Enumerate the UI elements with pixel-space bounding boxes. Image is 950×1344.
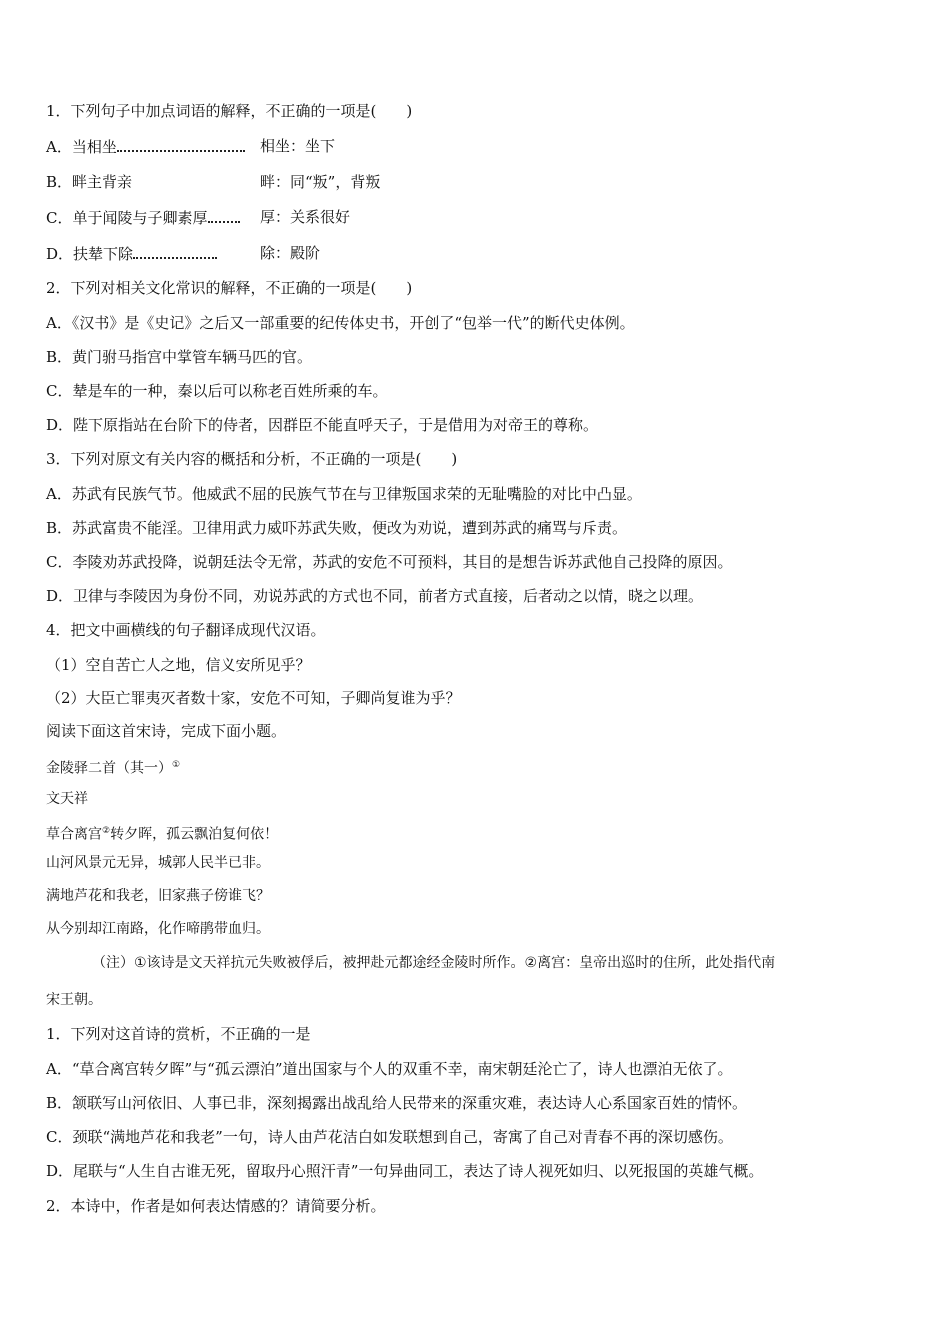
q2-option-a: A．《汉书》是《史记》之后又一部重要的纪传体史书，开创了“包举一代”的断代史体例。 bbox=[46, 314, 635, 332]
q3-option-a: A．苏武有民族气节。他威武不屈的民族气节在与卫律叛国求荣的无耻嘴脸的对比中凸显。 bbox=[46, 485, 642, 503]
q1-option-c bbox=[46, 207, 546, 228]
q1-option-c-text: 单于闻陵与子卿素厚 bbox=[72, 209, 208, 227]
q1-option-d-label: D． bbox=[46, 245, 74, 263]
poem-line-4: 从今别却江南路，化作啼鹃带血归。 bbox=[46, 921, 270, 937]
q1-option-a-gloss: 相坐：坐下 bbox=[260, 137, 336, 155]
q2-option-c: C．辇是车的一种，秦以后可以称老百姓所乘的车。 bbox=[46, 382, 388, 400]
q1-option-d-gloss: 除：殿阶 bbox=[260, 244, 321, 262]
q3-option-d: D．卫律与李陵因为身份不同，劝说苏武的方式也不同，前者方式直接，后者动之以情，晓之以理。 bbox=[46, 587, 704, 605]
q1-option-c-label: C． bbox=[46, 209, 73, 227]
q4-stem: 4．把文中画横线的句子翻译成现代汉语。 bbox=[46, 621, 326, 639]
pq1-option-b: B．颔联写山河依旧、人事已非，深刻揭露出战乱给人民带来的深重灾难，表达诗人心系国家百姓的情怀。 bbox=[46, 1094, 748, 1112]
poem-title bbox=[46, 755, 180, 779]
q1-option-b-label: B． bbox=[46, 173, 73, 191]
q2-option-d: D．陛下原指站在台阶下的侍者，因群臣不能直呼天子，于是借用为对帝王的尊称。 bbox=[46, 416, 599, 434]
q4-item-1: （1）空自苦亡人之地，信义安所见乎？ bbox=[46, 656, 311, 674]
pq1-option-a: A．“草合离宫转夕晖”与“孤云漂泊”道出国家与个人的双重不幸，南宋朝廷沦亡了，诗人也漂泊无依了。 bbox=[46, 1060, 733, 1078]
pq1-stem-suffix: 是 bbox=[295, 1025, 311, 1043]
q1-option-a-label: A． bbox=[46, 138, 72, 156]
q3-stem: 3．下列对原文有关内容的概括和分析，不正确的一项是( ) bbox=[46, 450, 458, 468]
pq1-stem bbox=[46, 1024, 311, 1044]
q1-option-a bbox=[46, 136, 546, 157]
emphasis-dots bbox=[117, 136, 245, 152]
poem-author: 文天祥 bbox=[46, 791, 88, 807]
q1-stem: 1．下列句子中加点词语的解释，不正确的一项是( ) bbox=[46, 102, 413, 120]
poem-line-1-a: 草合离宫 bbox=[46, 826, 102, 843]
footnote-mark: ② bbox=[102, 826, 111, 836]
q1-option-d bbox=[46, 243, 546, 264]
q1-option-d-text: 扶辇下除 bbox=[73, 245, 134, 263]
q1-option-b-gloss: 畔：同“叛”，背叛 bbox=[260, 173, 381, 191]
q1-option-c-gloss: 厚：关系很好 bbox=[260, 208, 351, 226]
q2-option-b: B．黄门驸马指宫中掌管车辆马匹的官。 bbox=[46, 348, 313, 366]
emphasis-dots bbox=[208, 207, 240, 223]
pq1-option-d: D．尾联与“人生自古谁无死，留取丹心照汗青”一句异曲同工，表达了诗人视死如归、以死报国的英雄气概。 bbox=[46, 1162, 764, 1180]
poem-note-line-1: （注）①该诗是文天祥抗元失败被俘后，被押赴元都途经金陵时所作。②离宫：皇帝出巡时的住所，此处指代南 bbox=[92, 955, 776, 971]
pq1-stem-text: 1．下列对这首诗的赏析，不正确的一 bbox=[46, 1025, 296, 1043]
q1-option-b bbox=[46, 172, 546, 192]
poem-title-text: 金陵驿二首（其一） bbox=[46, 760, 172, 777]
poem-line-2: 山河风景元无异，城郭人民半已非。 bbox=[46, 855, 270, 871]
q3-option-b: B．苏武富贵不能淫。卫律用武力威吓苏武失败，便改为劝说，遭到苏武的痛骂与斥责。 bbox=[46, 519, 628, 537]
emphasis-dots bbox=[133, 243, 217, 259]
q4-item-2: （2）大臣亡罪夷灭者数十家，安危不可知，子卿尚复谁为乎？ bbox=[46, 689, 461, 707]
pq1-option-c: C．颈联“满地芦花和我老”一句，诗人由芦花洁白如发联想到自己，寄寓了自己对青春不再的深切感伤。 bbox=[46, 1128, 733, 1146]
poem-line-1 bbox=[46, 821, 278, 845]
poem-note-line-2: 宋王朝。 bbox=[46, 992, 102, 1008]
reading-intro: 阅读下面这首宋诗，完成下面小题。 bbox=[46, 722, 287, 740]
pq2-stem: 2．本诗中，作者是如何表达情感的？请简要分析。 bbox=[46, 1197, 386, 1215]
q1-option-a-text: 当相坐 bbox=[71, 138, 117, 156]
footnote-mark: ① bbox=[172, 760, 181, 770]
q3-option-c: C．李陵劝苏武投降，说朝廷法令无常，苏武的安危不可预料，其目的是想告诉苏武他自己投降的原因。 bbox=[46, 553, 733, 571]
q1-option-b-text: 畔主背亲 bbox=[72, 173, 133, 191]
poem-line-1-b: 转夕晖，孤云飘泊复何依！ bbox=[110, 826, 279, 843]
poem-line-3: 满地芦花和我老，旧家燕子傍谁飞？ bbox=[46, 888, 270, 904]
q2-stem: 2．下列对相关文化常识的解释，不正确的一项是( ) bbox=[46, 279, 413, 297]
